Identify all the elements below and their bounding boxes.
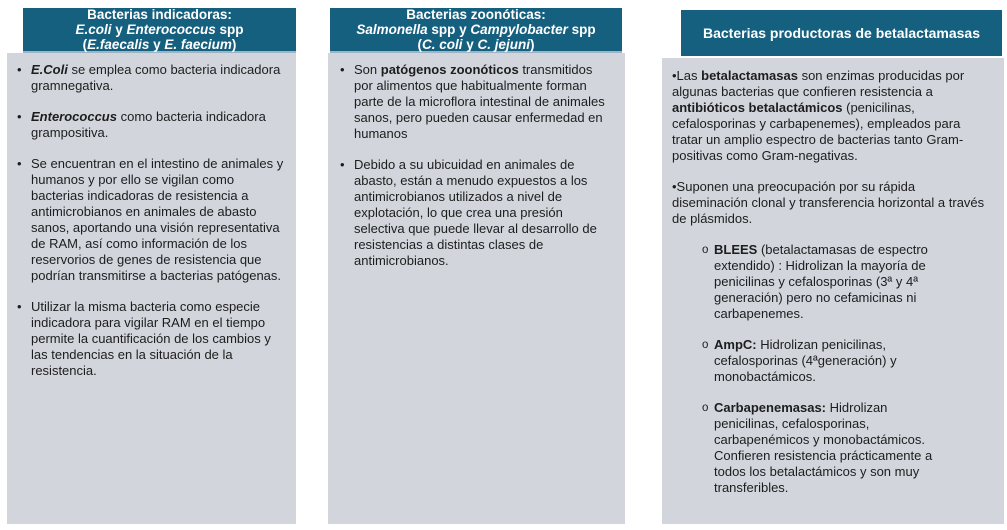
text-segment: antibióticos betalactámicos <box>672 100 843 115</box>
text-segment: Campylobacter <box>470 22 568 37</box>
text-segment: Son <box>354 62 381 77</box>
column-body-bacterias-betalactamasas <box>662 58 1004 524</box>
text-segment: como bacteria indicadora grampositiva. <box>31 109 266 140</box>
bullet-item <box>702 337 934 385</box>
bullet-text <box>672 179 990 227</box>
bullet-text <box>31 109 290 141</box>
text-segment: Se encuentran en el intestino de animales y humanos y por ello se vigilan como bacterias indicadoras de resistencia a antimicrobianos en animales de abasto sanos, aportando una visión representativa de RAM, así como información de los reservorios de genes de resistencia que podrían transmitirse a bacterias patógenas. <box>31 156 284 283</box>
bullet-marker: • <box>340 157 345 172</box>
text-segment: Bacterias zoonóticas: <box>406 7 546 22</box>
column-body-bacterias-indicadoras <box>7 53 296 524</box>
text-segment: Carbapenemasas: <box>714 400 826 415</box>
bullet-text <box>31 299 290 379</box>
text-segment: Enterococcus <box>126 22 216 37</box>
text-segment: Debido a su ubicuidad en animales de abasto, están a menudo expuestos a los antimicrobianos utilizados a nivel de explotación, lo que crea una presión selectiva que puede llevar al desarrollo de resistencias a distintas clases de antimicrobianos. <box>354 157 597 268</box>
bullet-text <box>31 156 290 284</box>
header-line <box>23 7 296 22</box>
text-segment: (betalactamasas de espectro extendido) : Hidrolizan la mayoría de penicilinas y cefalosporinas (3ª y 4ª generación) pero no cefamicinas ni carbapenemes. <box>714 242 928 321</box>
header-line <box>681 26 1002 41</box>
paragraph <box>672 68 990 164</box>
bullet-text <box>354 157 613 269</box>
bullet-item <box>17 109 290 141</box>
bullet-marker: o <box>702 402 709 414</box>
text-segment: C. jejuni <box>477 37 531 52</box>
text-segment: Hidrolizan penicilinas, cefalosporinas (4ªgeneración) y monobactámicos. <box>714 337 897 384</box>
bullet-marker: o <box>702 244 709 256</box>
text-segment: spp y <box>427 22 471 37</box>
bullet-text <box>31 62 290 94</box>
header-line <box>23 22 296 37</box>
text-segment: betalactamasas <box>701 68 798 83</box>
bullet-item <box>17 62 290 94</box>
bullet-text <box>672 68 990 164</box>
header-line <box>330 37 622 52</box>
text-segment: patógenos zoonóticos <box>380 62 519 77</box>
column-body-bacterias-zoonoticas <box>328 53 625 524</box>
header-line <box>330 22 622 37</box>
bullet-marker: • <box>17 109 22 124</box>
text-segment: transmitidos por alimentos que habitualmente forman parte de la microflora intestinal de animales sanos, pero pueden causar enfermedad en humanos <box>354 62 605 141</box>
bullet-marker: • <box>17 156 22 171</box>
text-segment: spp <box>215 22 244 37</box>
text-segment: •Las <box>672 68 702 83</box>
text-segment: ( <box>82 37 88 52</box>
bullet-marker: • <box>17 62 22 77</box>
column-header-bacterias-indicadoras <box>23 8 296 53</box>
text-segment: y <box>111 22 127 37</box>
text-segment: (penicilinas, cefalosporinas y carbapenemes), empleados para tratar un amplio espectro de bacterias tanto Gram-positivas como Gram-negativas. <box>672 100 964 163</box>
text-segment: BLEES <box>714 242 758 257</box>
text-segment: C. coli <box>421 37 463 52</box>
text-segment: Bacterias indicadoras: <box>87 7 232 22</box>
bullet-text <box>714 337 934 385</box>
text-segment: ) <box>231 37 237 52</box>
bullet-item <box>17 299 290 379</box>
header-line <box>23 37 296 52</box>
bullet-text <box>714 242 934 322</box>
text-segment: ) <box>530 37 535 52</box>
text-segment: AmpC: <box>714 337 757 352</box>
text-segment: Hidrolizan penicilinas, cefalosporinas, carbapenémicos y monobactámicos. Confieren resistencia prácticamente a todos los betalactámicos y son muy transferibles. <box>714 400 933 495</box>
text-segment: •Suponen una preocupación por su rápida diseminación clonal y transferencia horizontal a través de plásmidos. <box>672 179 985 226</box>
text-segment: son enzimas producidas por algunas bacterias que confieren resistencia a <box>672 68 965 99</box>
text-segment: Utilizar la misma bacteria como especie indicadora para vigilar RAM en el tiempo permite la cuantificación de los cambios y las tendencias en la situación de la resistencia. <box>31 299 271 378</box>
text-segment: E.coli <box>75 22 112 37</box>
bullet-marker: • <box>17 299 22 314</box>
bullet-marker: • <box>340 62 345 77</box>
paragraph <box>672 179 990 227</box>
header-line <box>330 7 622 22</box>
text-segment: E.Coli <box>31 62 68 77</box>
bullet-item <box>340 157 613 269</box>
bullet-text <box>714 400 934 496</box>
bullet-text <box>354 62 613 142</box>
text-segment: se emplea como bacteria indicadora gramnegativa. <box>31 62 281 93</box>
text-segment: y <box>149 37 165 52</box>
text-segment: E. faecium <box>164 37 232 52</box>
text-segment: y <box>462 37 478 52</box>
text-segment: Enterococcus <box>31 109 117 124</box>
column-header-bacterias-zoonoticas <box>330 8 622 53</box>
bullet-item <box>340 62 613 142</box>
bullet-marker: o <box>702 339 709 351</box>
text-segment: spp <box>567 22 596 37</box>
bullet-item <box>702 242 934 322</box>
text-segment: Bacterias productoras de betalactamasas <box>702 24 980 41</box>
bullet-item <box>17 156 290 284</box>
bullet-item <box>702 400 934 496</box>
text-segment: Salmonella <box>356 22 428 37</box>
text-segment: ( <box>417 37 422 52</box>
column-header-bacterias-betalactamasas <box>681 10 1002 56</box>
text-segment: E.faecalis <box>87 37 150 52</box>
